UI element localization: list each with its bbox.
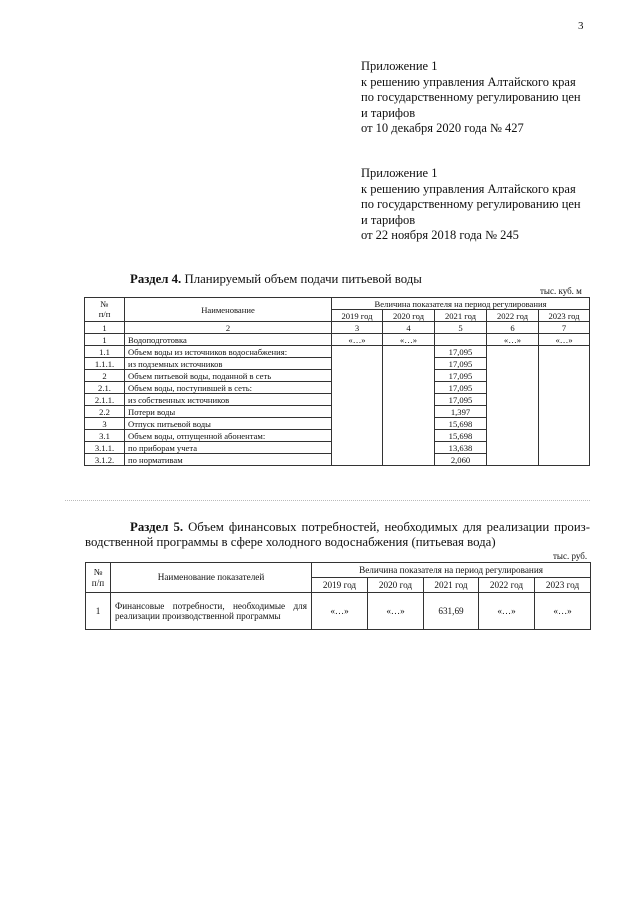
header-num: № п/п bbox=[86, 563, 111, 593]
table-row bbox=[85, 346, 590, 358]
col-number: 7 bbox=[539, 322, 590, 334]
table-row bbox=[85, 406, 590, 418]
col-number: 6 bbox=[487, 322, 539, 334]
row-num: 3.1.2. bbox=[85, 454, 125, 466]
table-row bbox=[85, 370, 590, 382]
row-name: Водоподготовка bbox=[125, 334, 332, 346]
value-2020: «…» bbox=[383, 334, 435, 346]
appendix-line: от 22 ноября 2018 года № 245 bbox=[361, 228, 519, 242]
value-2023: «…» bbox=[535, 593, 591, 630]
page-number: 3 bbox=[578, 20, 584, 32]
header-year: 2023 год bbox=[535, 578, 591, 593]
section5-title-text: Объем финансовых потребностей, необходимых для реализации произ- bbox=[188, 520, 590, 534]
row-name: Отпуск питьевой воды bbox=[125, 418, 332, 430]
value-2021 bbox=[435, 334, 487, 346]
appendix-line: и тарифов bbox=[361, 212, 416, 227]
section4-title-bold: Раздел 4. bbox=[130, 272, 182, 286]
row-num: 1.1 bbox=[85, 346, 125, 358]
section5-title-line1 bbox=[130, 520, 590, 535]
header-year: 2020 год bbox=[368, 578, 424, 593]
table-row bbox=[85, 334, 590, 346]
header-year: 2019 год bbox=[332, 310, 383, 322]
header-name: Наименование показателей bbox=[111, 563, 312, 593]
appendix-line: по государственному регулированию цен bbox=[361, 197, 581, 211]
appendix-line: Приложение 1 bbox=[361, 166, 438, 180]
header-year: 2021 год bbox=[424, 578, 479, 593]
header-num: № п/п bbox=[85, 298, 125, 322]
row-name: по нормативам bbox=[125, 454, 332, 466]
value-2021: 17,095 bbox=[435, 394, 487, 406]
value-2021: 17,095 bbox=[435, 382, 487, 394]
row-name: Потери воды bbox=[125, 406, 332, 418]
header-period: Величина показателя на период регулирования bbox=[312, 563, 591, 578]
row-num: 1 bbox=[85, 334, 125, 346]
header-year: 2023 год bbox=[539, 310, 590, 322]
appendix-block-2020 bbox=[361, 59, 581, 137]
col-number: 4 bbox=[383, 322, 435, 334]
section4-table bbox=[84, 297, 590, 466]
header-period: Величина показателя на период регулирования bbox=[332, 298, 590, 310]
row-num: 3.1 bbox=[85, 430, 125, 442]
table-row bbox=[86, 593, 591, 630]
value-2021: 17,095 bbox=[435, 346, 487, 358]
appendix-line: по государственному регулированию цен bbox=[361, 90, 581, 104]
col-number: 2 bbox=[125, 322, 332, 334]
appendix-block-2018 bbox=[361, 166, 581, 244]
table-row bbox=[85, 442, 590, 454]
header-name: Наименование bbox=[125, 298, 332, 322]
table-row bbox=[85, 394, 590, 406]
header-year: 2021 год bbox=[435, 310, 487, 322]
value-2021: 15,698 bbox=[435, 418, 487, 430]
value-2021: 631,69 bbox=[424, 593, 479, 630]
header-year: 2020 год bbox=[383, 310, 435, 322]
section4-title-text: Планируемый объем подачи питьевой воды bbox=[184, 272, 422, 286]
row-name: из подземных источников bbox=[125, 358, 332, 370]
row-num: 2.1.1. bbox=[85, 394, 125, 406]
header-year: 2022 год bbox=[479, 578, 535, 593]
appendix-line: Приложение 1 bbox=[361, 59, 438, 73]
row-name: Объем питьевой воды, поданной в сеть bbox=[125, 370, 332, 382]
header-year: 2019 год bbox=[312, 578, 368, 593]
table-row bbox=[85, 382, 590, 394]
col-number: 3 bbox=[332, 322, 383, 334]
table-row bbox=[85, 418, 590, 430]
value-2021: 2,060 bbox=[435, 454, 487, 466]
value-2021: 17,095 bbox=[435, 370, 487, 382]
row-num: 2 bbox=[85, 370, 125, 382]
appendix-line: и тарифов bbox=[361, 105, 416, 120]
table-row bbox=[85, 430, 590, 442]
row-num: 1 bbox=[86, 593, 111, 630]
col-number: 5 bbox=[435, 322, 487, 334]
value-2020: «…» bbox=[368, 593, 424, 630]
row-name: Финансовые потребности, необходимые для реализации производственной программы bbox=[111, 593, 312, 630]
row-name: Объем воды, поступившей в сеть: bbox=[125, 382, 332, 394]
appendix-line: от 10 декабря 2020 года № 427 bbox=[361, 121, 524, 135]
value-2021: 15,698 bbox=[435, 430, 487, 442]
table-row bbox=[85, 454, 590, 466]
value-2021: 13,638 bbox=[435, 442, 487, 454]
appendix-line: к решению управления Алтайского края bbox=[361, 181, 576, 196]
section5-title-line2: водственной программы в сфере холодного водоснабжения (питьевая вода) bbox=[85, 535, 496, 549]
value-2019: «…» bbox=[312, 593, 368, 630]
row-name: из собственных источников bbox=[125, 394, 332, 406]
row-num: 1.1.1. bbox=[85, 358, 125, 370]
value-2021: 1,397 bbox=[435, 406, 487, 418]
row-num: 3.1.1. bbox=[85, 442, 125, 454]
header-year: 2022 год bbox=[487, 310, 539, 322]
section5-title-bold: Раздел 5. bbox=[130, 520, 184, 534]
section4-unit: тыс. куб. м bbox=[540, 286, 582, 296]
row-name: по приборам учета bbox=[125, 442, 332, 454]
row-name: Объем воды, отпущенной абонентам: bbox=[125, 430, 332, 442]
value-2023: «…» bbox=[539, 334, 590, 346]
value-2019: «…» bbox=[332, 334, 383, 346]
row-num: 2.2 bbox=[85, 406, 125, 418]
appendix-line: к решению управления Алтайского края bbox=[361, 74, 576, 89]
col-number: 1 bbox=[85, 322, 125, 334]
value-2022: «…» bbox=[487, 334, 539, 346]
value-2021: 17,095 bbox=[435, 358, 487, 370]
row-name: Объем воды из источников водоснабжения: bbox=[125, 346, 332, 358]
table-row bbox=[85, 358, 590, 370]
section4-title bbox=[130, 272, 422, 287]
separator-line bbox=[65, 500, 590, 501]
value-2022: «…» bbox=[479, 593, 535, 630]
section5-unit: тыс. руб. bbox=[553, 551, 588, 561]
section5-table bbox=[85, 562, 591, 630]
row-num: 3 bbox=[85, 418, 125, 430]
row-num: 2.1. bbox=[85, 382, 125, 394]
